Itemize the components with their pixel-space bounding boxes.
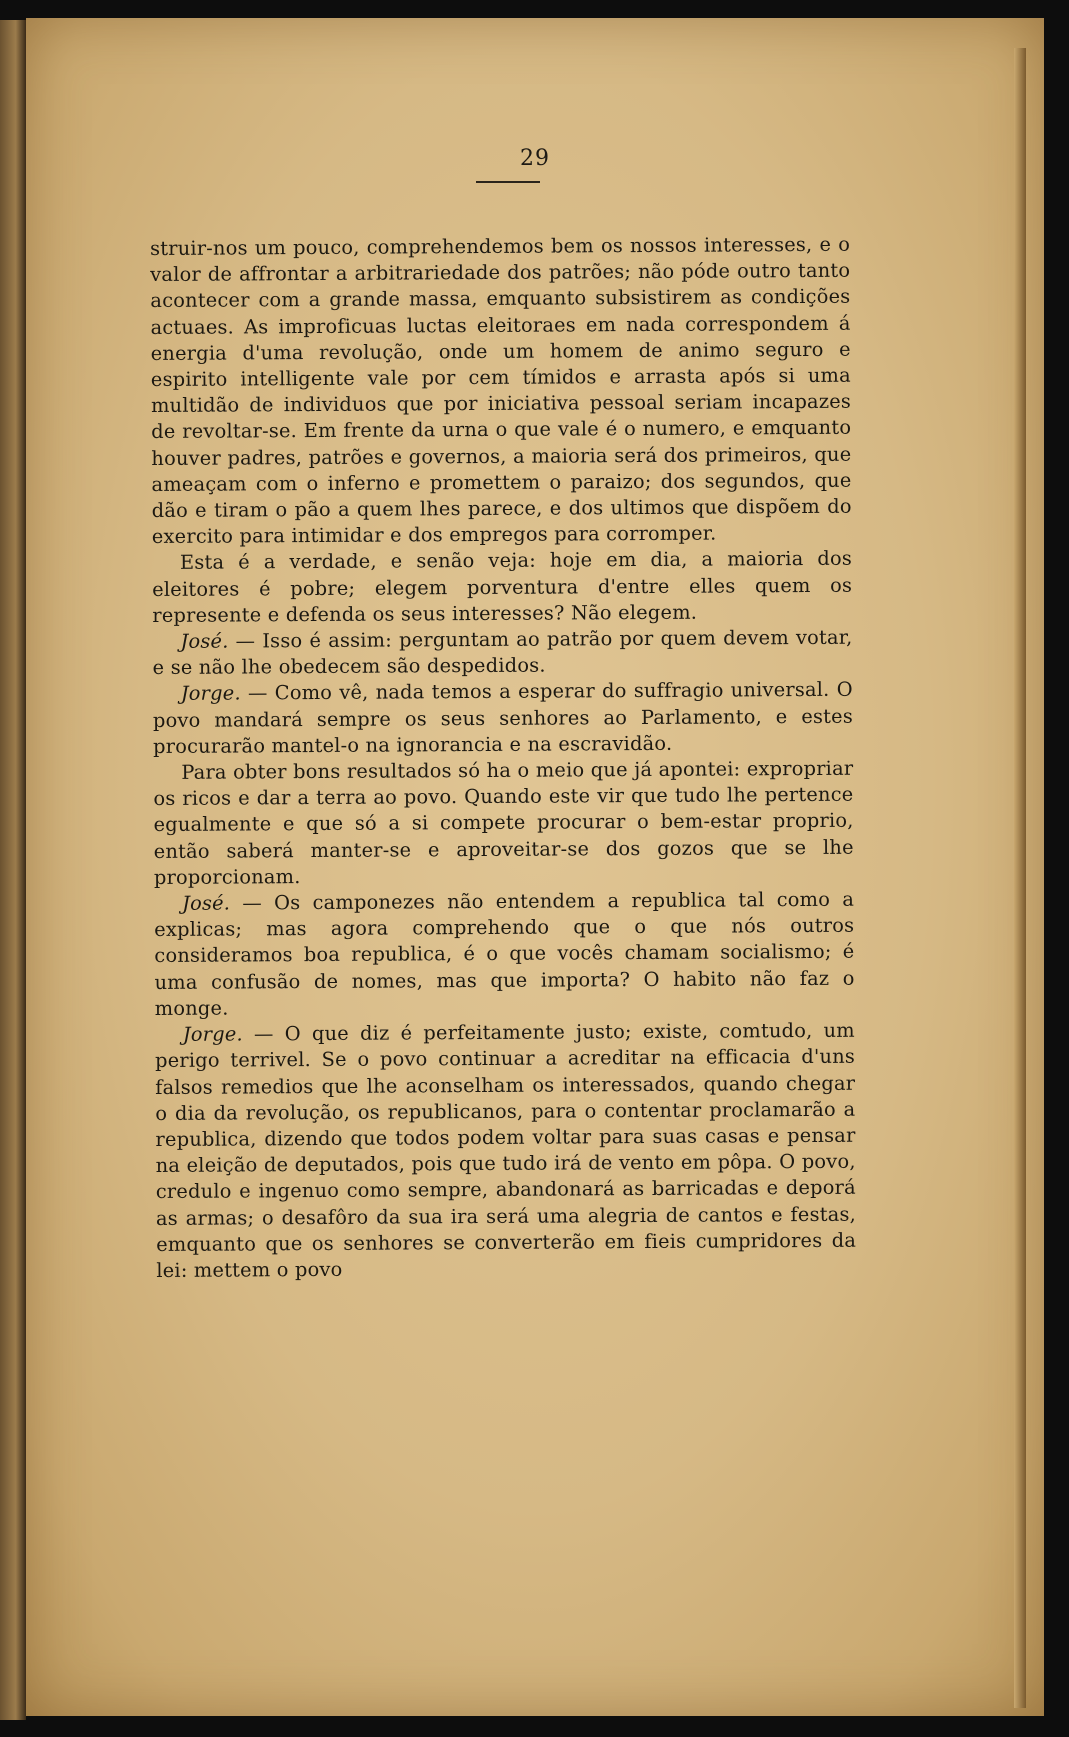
paragraph-text: — O que diz é perfeitamente justo; existe, comtudo, um perigo terrivel. Se o povo continuar a acreditar na efficacia d'uns falsos remedios que lhe aconselham os interessados, quando chegar o dia da revolução, os republicanos, para o contentar proclamarão a republica, dizendo que todos podem voltar para suas casas e pensar na eleição de deputados, pois que tudo irá de vento em pôpa. O povo, credulo e ingenuo como sempre, abandonará as barricadas e deporá as armas; o desafôro da sua ira será uma alegria de cantos e festas, emquanto que os senhores se converterão em fieis cumpridores da lei: mettem o povo [154, 1018, 857, 1282]
page-number: 29 [520, 146, 550, 171]
paragraph-text: Esta é a verdade, e senão veja: hoje em dia, a maioria dos eleitores é pobre; elegem porventura d'entre elles quem os represente e defenda os seus interesses? Não elegem. [152, 547, 853, 627]
paragraph-3 [152, 625, 852, 682]
paragraph-text: Para obter bons resultados só ha o meio que já apontei: expropriar os ricos e dar a terra ao povo. Quando este vir que tudo lhe pertence egualmente e que só a si compete procurar o bem-estar proprio, então saberá manter-se e aproveitar-se dos gozos que se lhe proporcionam. [153, 756, 854, 889]
paragraph-text: — Isso é assim: perguntam ao patrão por quem devem votar, e se não lhe obedecem são despedidos. [152, 625, 853, 680]
paragraph-6 [154, 887, 855, 1022]
paragraph-7 [155, 1018, 857, 1284]
paragraph-text: — Os camponezes não entendem a republica tal como a explicas; mas agora comprehendo que o que nós outros consideramos boa republica, é o que vocês chamam socialismo; é uma confusão de nomes, mas que importa? O habito não faz o monge. [154, 887, 855, 1020]
header-rule [476, 181, 540, 183]
paragraph-5 [153, 756, 854, 891]
paragraph-text: struir-nos um pouco, comprehendemos bem os nossos interesses, e o valor de affrontar a arbitrariedade dos patrões; não póde outro tanto acontecer com a grande massa, emquanto subsistirem as condições actuaes. As improficuas luctas eleitoraes em nada correspondem á energia d'uma revolução, onde um homem de animo seguro e espirito intelligente vale por cem tímidos e arrasta após si uma multidão de individuos que por iniciativa pessoal seriam incapazes de revoltar-se. Em frente da urna o que vale é o numero, e emquanto houver padres, patrões e governos, a maioria será dos primeiros, que ameaçam com o inferno e promettem o paraizo; dos segundos, que dão e tiram o pão a quem lhes parece, e dos ultimos que dispõem do exercito para intimidar e dos empregos para corromper. [150, 232, 852, 549]
page-edge-shadow [1014, 48, 1026, 1708]
speaker-name: José. [182, 891, 231, 915]
speaker-name: Jorge. [182, 1022, 243, 1046]
paragraph-text: — Como vê, nada temos a esperar do suffragio universal. O povo mandará sempre os seus senhores ao Parlamento, e estes procurarão mantel-o na ignorancia e na escravidão. [152, 678, 854, 758]
speaker-name: Jorge. [180, 681, 241, 706]
paragraph-2 [152, 546, 852, 629]
body-text [150, 232, 856, 1284]
speaker-name: José. [180, 629, 229, 653]
paragraph-1 [150, 232, 852, 551]
paragraph-4 [153, 677, 853, 760]
facing-page-edge [0, 20, 26, 1720]
book-page [26, 18, 1044, 1716]
